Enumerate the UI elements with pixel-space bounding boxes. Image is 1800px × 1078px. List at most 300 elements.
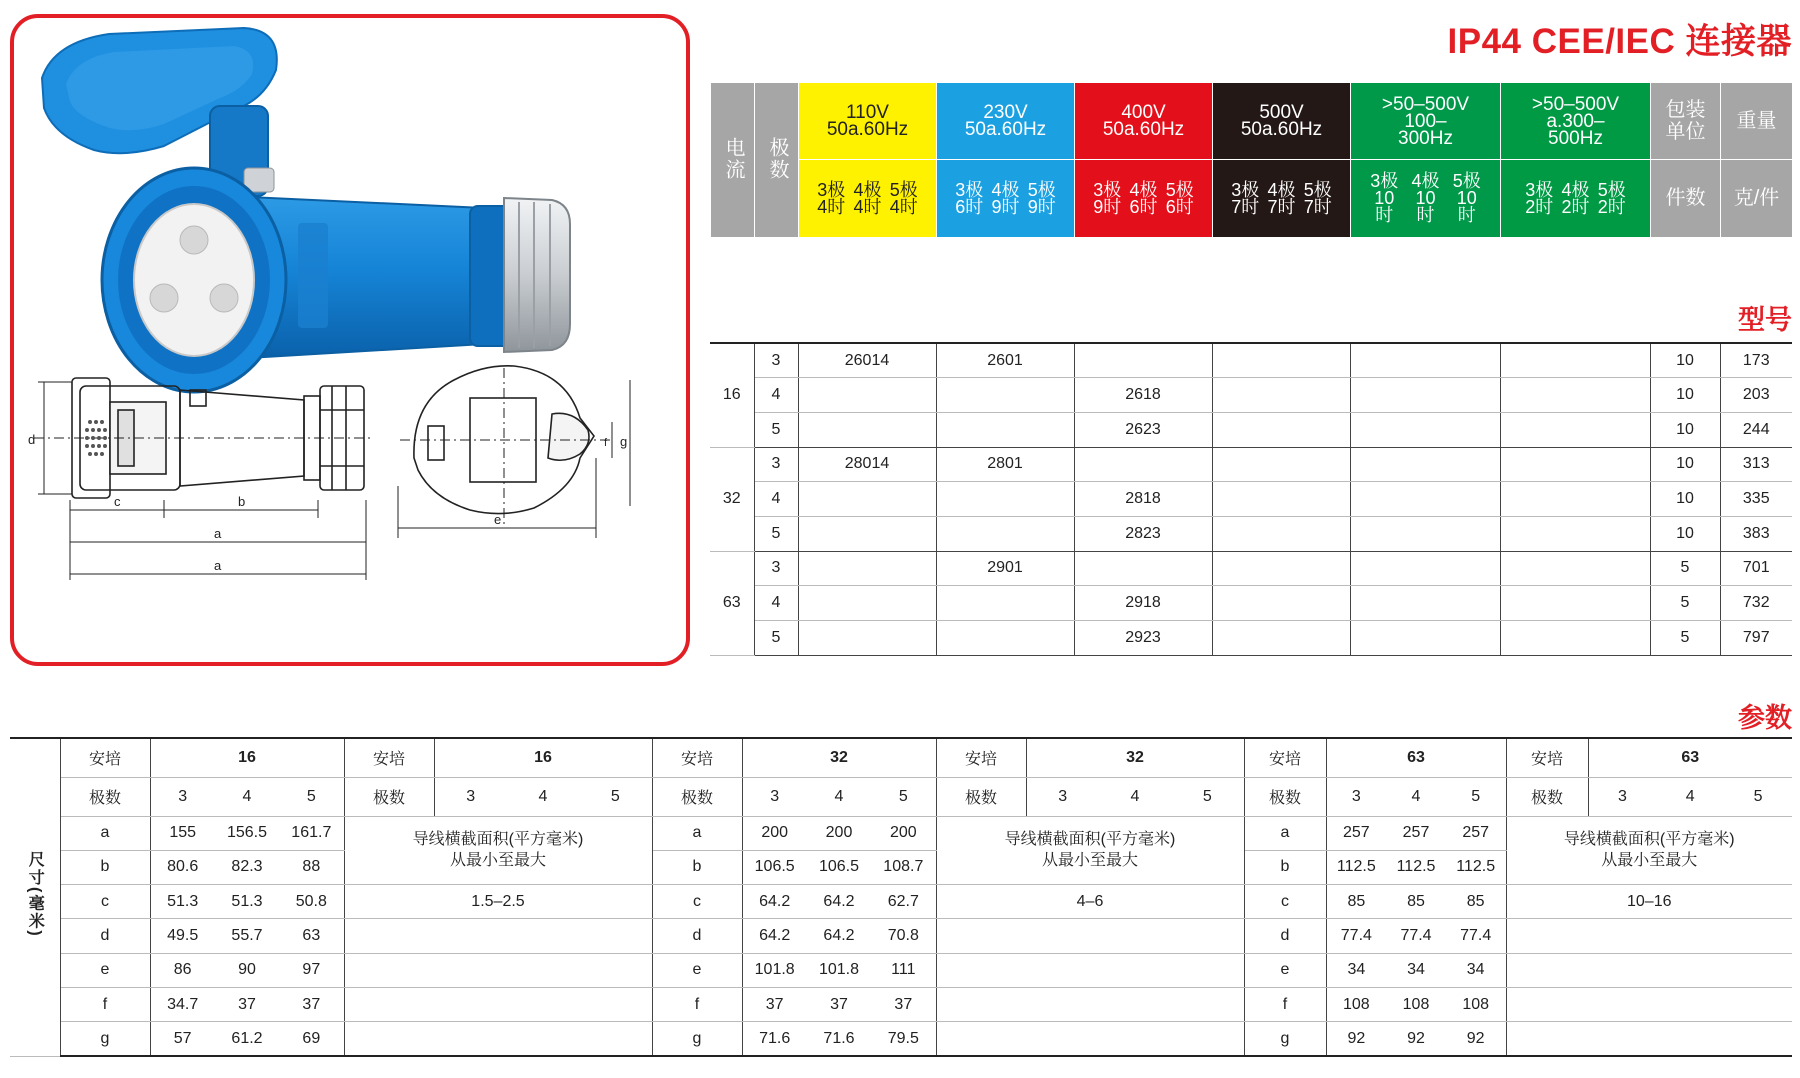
dim-values-value: 200: [761, 824, 789, 842]
dim-letter: f: [1244, 987, 1326, 1021]
dim-values-value: 106.5: [818, 858, 860, 876]
model-code-cell: 2918: [1074, 586, 1212, 621]
dim-label-e: e: [494, 512, 502, 527]
amp-label: 安培: [60, 738, 150, 777]
pole-values: [1326, 777, 1506, 816]
model-pack-cell: 10: [1650, 447, 1720, 482]
dim-letter: b: [1244, 850, 1326, 884]
model-pack-cell: 10: [1650, 516, 1720, 551]
wire-empty-cell: [1506, 1022, 1792, 1056]
dim-values: [742, 919, 936, 953]
model-row: [710, 586, 1792, 621]
model-pole-cell: 3: [754, 447, 798, 482]
model-row: [710, 621, 1792, 656]
dim-values-value: 37: [302, 995, 321, 1013]
model-pole-cell: 5: [754, 621, 798, 656]
wire-amp-label: 安培: [344, 738, 434, 777]
model-pack-cell: 10: [1650, 378, 1720, 413]
dim-values: [1326, 816, 1506, 850]
dim-values: [150, 919, 344, 953]
dim-label-b: b: [238, 494, 246, 509]
poles-header: 极数: [755, 83, 799, 238]
model-pole-cell: 5: [754, 516, 798, 551]
wire-title-cell: [1506, 816, 1792, 885]
dim-letter: c: [652, 885, 742, 919]
dim-values-value: 112.5: [1396, 858, 1436, 876]
poles-50-500v-300hz: 3极 10时 4极 10时 5极 10时: [1351, 160, 1501, 238]
wire-range-cell: 10–16: [1506, 885, 1792, 919]
dim-values: [742, 1022, 936, 1056]
params-dim-row: [10, 953, 1792, 987]
dim-values-value: 34: [1407, 961, 1425, 979]
dim-values-value: 64.2: [823, 892, 855, 910]
page-title: IP44 CEE/IEC 连接器: [1447, 22, 1792, 61]
wire-pole-label: 极数: [1506, 777, 1588, 816]
dim-label-a2: a: [214, 558, 222, 573]
pole-values-value: 5: [898, 787, 908, 805]
wire-pole-label: 极数: [936, 777, 1026, 816]
dim-values-value: 257: [1342, 824, 1370, 842]
model-code-cell: [1500, 447, 1650, 482]
dim-values: [1326, 850, 1506, 884]
dim-values-value: 34: [1347, 961, 1366, 979]
model-current-cell: 32: [710, 447, 754, 551]
model-code-cell: [1350, 412, 1500, 447]
dim-values-value: 51.3: [231, 892, 263, 910]
package-unit-header: 包装 单位: [1651, 83, 1721, 160]
dim-letter: g: [60, 1022, 150, 1056]
model-code-cell: [798, 621, 936, 656]
params-section-title: 参数: [1738, 703, 1792, 733]
pole-label: 极数: [652, 777, 742, 816]
dim-values-value: 37: [238, 995, 256, 1013]
model-pack-cell: 10: [1650, 482, 1720, 517]
dim-values: [1326, 1022, 1506, 1056]
wire-empty-cell: [1506, 919, 1792, 953]
pole-label: 极数: [60, 777, 150, 816]
amp-value: 63: [1326, 738, 1506, 777]
model-pole-cell: 3: [754, 551, 798, 586]
pole-values-value: 4: [1411, 787, 1421, 805]
model-weight-cell: 797: [1720, 621, 1792, 656]
voltage-50-500v-500hz: >50–500V a.300– 500Hz: [1501, 83, 1651, 160]
model-pole-cell: 3: [754, 343, 798, 378]
dim-values-value: 50.8: [295, 892, 327, 910]
dim-values-value: 155: [169, 824, 197, 842]
model-weight-cell: 203: [1720, 378, 1792, 413]
amp-value: 16: [150, 738, 344, 777]
dim-values-value: 101.8: [818, 961, 860, 979]
model-code-cell: [1212, 621, 1350, 656]
voltage-400v: 400V 50a.60Hz: [1075, 83, 1213, 160]
params-dim-row: [10, 1022, 1792, 1056]
dim-values-value: 57: [173, 1029, 192, 1047]
dim-letter: e: [652, 953, 742, 987]
model-code-cell: [1350, 447, 1500, 482]
pole-values-value: 5: [306, 787, 316, 805]
wire-pole-values: [1026, 777, 1244, 816]
pole-values-value: 4: [834, 787, 844, 805]
dim-values-value: 64.2: [759, 892, 791, 910]
model-pack-cell: 5: [1650, 586, 1720, 621]
model-weight-cell: 732: [1720, 586, 1792, 621]
wire-pole-values-value: 3: [466, 787, 476, 805]
dim-letter: a: [1244, 816, 1326, 850]
model-row: [710, 516, 1792, 551]
dim-letter: a: [60, 816, 150, 850]
dim-values-value: 64.2: [759, 927, 791, 945]
model-code-cell: 2923: [1074, 621, 1212, 656]
poles-50-500v-500hz: 3极 2时 4极 2时 5极 2时: [1501, 160, 1651, 238]
model-code-cell: 2818: [1074, 482, 1212, 517]
wire-pole-values-value: 5: [1753, 787, 1763, 805]
model-row: [710, 447, 1792, 482]
dim-values-value: 106.5: [754, 858, 795, 876]
model-weight-cell: 701: [1720, 551, 1792, 586]
dim-values-value: 70.8: [887, 927, 919, 945]
wire-title-line-2: 从最小至最大: [449, 852, 546, 870]
model-code-cell: 2901: [936, 551, 1074, 586]
wire-empty-cell: [936, 919, 1244, 953]
model-code-cell: [936, 378, 1074, 413]
model-code-cell: [1500, 412, 1650, 447]
wire-amp-label: 安培: [936, 738, 1026, 777]
dim-values: [150, 850, 344, 884]
model-pole-cell: 4: [754, 378, 798, 413]
dim-values-value: 82.3: [231, 858, 263, 876]
model-code-cell: 2618: [1074, 378, 1212, 413]
model-pack-cell: 5: [1650, 621, 1720, 656]
model-current-cell: 16: [710, 343, 754, 447]
wire-title-cell: [344, 816, 652, 885]
model-code-cell: [1074, 343, 1212, 378]
model-code-cell: [1350, 621, 1500, 656]
params-amp-row: [10, 738, 1792, 777]
voltage-110v: 110V 50a.60Hz: [799, 83, 937, 160]
dim-values-value: 63: [302, 927, 321, 945]
wire-pole-values: [1588, 777, 1792, 816]
dim-values-value: 90: [238, 961, 256, 979]
dim-letter: e: [60, 953, 150, 987]
dim-letter: c: [1244, 885, 1326, 919]
model-code-cell: [1500, 586, 1650, 621]
model-code-cell: [936, 482, 1074, 517]
wire-pole-values-value: 4: [538, 787, 548, 805]
model-row: [710, 482, 1792, 517]
dim-values-value: 77.4: [1340, 927, 1372, 945]
dim-values-value: 80.6: [167, 858, 199, 876]
model-weight-cell: 335: [1720, 482, 1792, 517]
dim-values-value: 85: [1466, 892, 1485, 910]
dim-values: [742, 816, 936, 850]
model-code-cell: 2823: [1074, 516, 1212, 551]
amp-label: 安培: [652, 738, 742, 777]
model-code-cell: 28014: [798, 447, 936, 482]
front-view-drawing: [398, 366, 630, 538]
params-dim-row: [10, 919, 1792, 953]
model-code-cell: 2801: [936, 447, 1074, 482]
model-code-cell: [798, 586, 936, 621]
model-code-cell: 2623: [1074, 412, 1212, 447]
pole-values-value: 4: [242, 787, 252, 805]
model-code-cell: [1212, 516, 1350, 551]
model-current-cell: 63: [710, 551, 754, 655]
wire-range-cell: 4–6: [936, 885, 1244, 919]
params-side-label: [10, 738, 60, 1056]
connector-photo: [42, 28, 570, 392]
dim-values: [1326, 919, 1506, 953]
wire-amp-value: 63: [1588, 738, 1792, 777]
dim-values-value: 71.6: [823, 1029, 855, 1047]
dim-values: [150, 816, 344, 850]
dim-letter: g: [1244, 1022, 1326, 1056]
model-code-cell: [1350, 482, 1500, 517]
wire-empty-cell: [936, 987, 1244, 1021]
dim-letter: g: [652, 1022, 742, 1056]
model-code-cell: [1350, 343, 1500, 378]
dim-label-g: g: [620, 434, 628, 449]
model-pack-cell: 10: [1650, 412, 1720, 447]
wire-title-cell: [936, 816, 1244, 885]
dim-values-value: 92: [1347, 1029, 1366, 1047]
model-code-cell: [1074, 551, 1212, 586]
model-code-cell: 2601: [936, 343, 1074, 378]
dim-values-value: 257: [1462, 824, 1490, 842]
dim-label-d: d: [28, 432, 36, 447]
amp-value: 32: [742, 738, 936, 777]
dim-values-value: 161.7: [291, 824, 332, 842]
pole-values-value: 3: [178, 787, 188, 805]
params-side-text: 尺寸(毫米): [26, 851, 44, 939]
pole-values: [150, 777, 344, 816]
model-pole-cell: 4: [754, 482, 798, 517]
dim-values-value: 108: [1402, 995, 1430, 1013]
wire-title-line-2: 从最小至最大: [1601, 852, 1698, 870]
model-row: [710, 551, 1792, 586]
dim-values-value: 34: [1466, 961, 1485, 979]
wire-pole-values-value: 5: [610, 787, 620, 805]
dim-values-value: 34.7: [167, 995, 199, 1013]
dim-values: [1326, 953, 1506, 987]
wire-title-line-1: 导线横截面积(平方毫米): [1563, 831, 1735, 849]
wire-range-cell: 1.5–2.5: [344, 885, 652, 919]
model-weight-cell: 244: [1720, 412, 1792, 447]
dim-values-value: 200: [889, 824, 917, 842]
dim-letter: b: [60, 850, 150, 884]
dim-values-value: 88: [302, 858, 321, 876]
dim-values-value: 92: [1407, 1029, 1425, 1047]
dim-values-value: 85: [1407, 892, 1425, 910]
poles-230v: 3极 6时 4极 9时 5极 9时: [937, 160, 1075, 238]
dim-values: [150, 987, 344, 1021]
dim-values-value: 97: [302, 961, 321, 979]
dim-values-value: 108.7: [883, 858, 924, 876]
weight-header: 重量: [1721, 83, 1793, 160]
dim-values: [742, 953, 936, 987]
wire-empty-cell: [344, 1022, 652, 1056]
dim-values-value: 61.2: [231, 1029, 263, 1047]
pole-values-value: 5: [1471, 787, 1481, 805]
model-code-cell: [1212, 412, 1350, 447]
model-weight-cell: 173: [1720, 343, 1792, 378]
dim-values-value: 62.7: [887, 892, 919, 910]
dim-values: [742, 885, 936, 919]
dim-values: [1326, 987, 1506, 1021]
dim-values-value: 37: [894, 995, 913, 1013]
dim-values-value: 71.6: [759, 1029, 791, 1047]
wire-pole-values-value: 4: [1130, 787, 1140, 805]
dim-values-value: 200: [825, 824, 853, 842]
model-section-title: 型号: [1738, 305, 1792, 335]
model-code-cell: [1212, 343, 1350, 378]
pole-values-value: 3: [1351, 787, 1361, 805]
dim-label-c: c: [114, 494, 121, 509]
model-code-cell: [1212, 447, 1350, 482]
dim-values-value: 111: [891, 961, 916, 979]
dim-letter: c: [60, 885, 150, 919]
dim-values-value: 112.5: [1456, 858, 1496, 876]
dim-values-value: 101.8: [754, 961, 795, 979]
dim-values-value: 69: [302, 1029, 321, 1047]
dim-letter: d: [652, 919, 742, 953]
dim-label-f: f: [604, 437, 608, 449]
model-code-cell: [798, 412, 936, 447]
dim-values-value: 86: [173, 961, 192, 979]
model-row: [710, 412, 1792, 447]
product-panel: [10, 14, 690, 666]
model-code-cell: [936, 586, 1074, 621]
model-code-cell: [798, 482, 936, 517]
current-header: 电流: [711, 83, 755, 238]
pole-label: 极数: [1244, 777, 1326, 816]
wire-amp-label: 安培: [1506, 738, 1588, 777]
model-code-cell: [798, 551, 936, 586]
model-code-cell: [1500, 516, 1650, 551]
wire-amp-value: 16: [434, 738, 652, 777]
dim-values-value: 112.5: [1336, 858, 1376, 876]
model-pole-cell: 4: [754, 586, 798, 621]
params-table: [10, 737, 1792, 1057]
wire-empty-cell: [936, 953, 1244, 987]
params-pole-row: [10, 777, 1792, 816]
model-code-cell: [1212, 378, 1350, 413]
dim-values-value: 92: [1466, 1029, 1485, 1047]
dim-label-a1: a: [214, 526, 222, 541]
model-code-cell: [1074, 447, 1212, 482]
dim-values-value: 37: [830, 995, 848, 1013]
model-code-cell: [1350, 378, 1500, 413]
dim-values: [150, 885, 344, 919]
package-value-header: 件数: [1651, 160, 1721, 238]
dim-values-value: 79.5: [887, 1029, 919, 1047]
wire-empty-cell: [1506, 953, 1792, 987]
model-code-cell: [936, 412, 1074, 447]
wire-empty-cell: [344, 953, 652, 987]
model-code-cell: [1500, 343, 1650, 378]
model-code-cell: [1212, 482, 1350, 517]
wire-empty-cell: [936, 1022, 1244, 1056]
poles-500v: 3极 7时 4极 7时 5极 7时: [1213, 160, 1351, 238]
dim-values: [742, 987, 936, 1021]
wire-pole-values: [434, 777, 652, 816]
side-view-drawing: [34, 378, 374, 580]
model-row: [710, 343, 1792, 378]
dim-values-value: 77.4: [1460, 927, 1492, 945]
model-code-cell: [936, 516, 1074, 551]
voltage-230v: 230V 50a.60Hz: [937, 83, 1075, 160]
params-dim-row: [10, 816, 1792, 850]
wire-amp-value: 32: [1026, 738, 1244, 777]
dim-letter: a: [652, 816, 742, 850]
wire-empty-cell: [1506, 987, 1792, 1021]
dim-values-value: 85: [1347, 892, 1366, 910]
model-code-cell: [1350, 586, 1500, 621]
params-dim-row: [10, 987, 1792, 1021]
model-pack-cell: 5: [1650, 551, 1720, 586]
wire-empty-cell: [344, 987, 652, 1021]
model-row: [710, 378, 1792, 413]
dim-values: [150, 1022, 344, 1056]
product-illustration: [14, 18, 686, 662]
model-code-cell: [1212, 586, 1350, 621]
dim-letter: d: [1244, 919, 1326, 953]
wire-pole-values-value: 4: [1685, 787, 1695, 805]
model-code-cell: [1500, 621, 1650, 656]
dim-values-value: 108: [1342, 995, 1370, 1013]
wire-title-line-1: 导线横截面积(平方毫米): [412, 831, 584, 849]
dim-values-value: 108: [1462, 995, 1490, 1013]
wire-pole-label: 极数: [344, 777, 434, 816]
dim-values-value: 37: [765, 995, 784, 1013]
model-code-cell: [1212, 551, 1350, 586]
dim-values-value: 156.5: [226, 824, 268, 842]
dim-letter: f: [652, 987, 742, 1021]
model-weight-cell: 383: [1720, 516, 1792, 551]
dim-values-value: 55.7: [231, 927, 263, 945]
model-code-cell: [1350, 516, 1500, 551]
pole-values: [742, 777, 936, 816]
pole-values-value: 3: [770, 787, 780, 805]
model-code-cell: [936, 621, 1074, 656]
dim-letter: f: [60, 987, 150, 1021]
dim-letter: d: [60, 919, 150, 953]
wire-empty-cell: [344, 919, 652, 953]
wire-pole-values-value: 3: [1617, 787, 1627, 805]
model-pole-cell: 5: [754, 412, 798, 447]
poles-110v: 3极 4时 4极 4时 5极 4时: [799, 160, 937, 238]
model-pack-cell: 10: [1650, 343, 1720, 378]
weight-unit-header: 克/件: [1721, 160, 1793, 238]
voltage-500v: 500V 50a.60Hz: [1213, 83, 1351, 160]
dim-letter: e: [1244, 953, 1326, 987]
model-code-cell: [1350, 551, 1500, 586]
wire-title-line-2: 从最小至最大: [1041, 852, 1138, 870]
dim-values: [1326, 885, 1506, 919]
dim-values-value: 257: [1402, 824, 1430, 842]
model-code-cell: 26014: [798, 343, 936, 378]
wire-title-line-1: 导线横截面积(平方毫米): [1004, 831, 1176, 849]
amp-label: 安培: [1244, 738, 1326, 777]
wire-pole-values-value: 5: [1202, 787, 1212, 805]
dim-values-value: 77.4: [1400, 927, 1432, 945]
dim-values-value: 64.2: [823, 927, 855, 945]
model-code-cell: [1500, 551, 1650, 586]
voltage-header-table: [710, 82, 1793, 238]
wire-pole-values-value: 3: [1058, 787, 1068, 805]
voltage-50-500v-300hz: >50–500V 100– 300Hz: [1351, 83, 1501, 160]
model-weight-cell: 313: [1720, 447, 1792, 482]
poles-400v: 3极 9时 4极 6时 5极 6时: [1075, 160, 1213, 238]
